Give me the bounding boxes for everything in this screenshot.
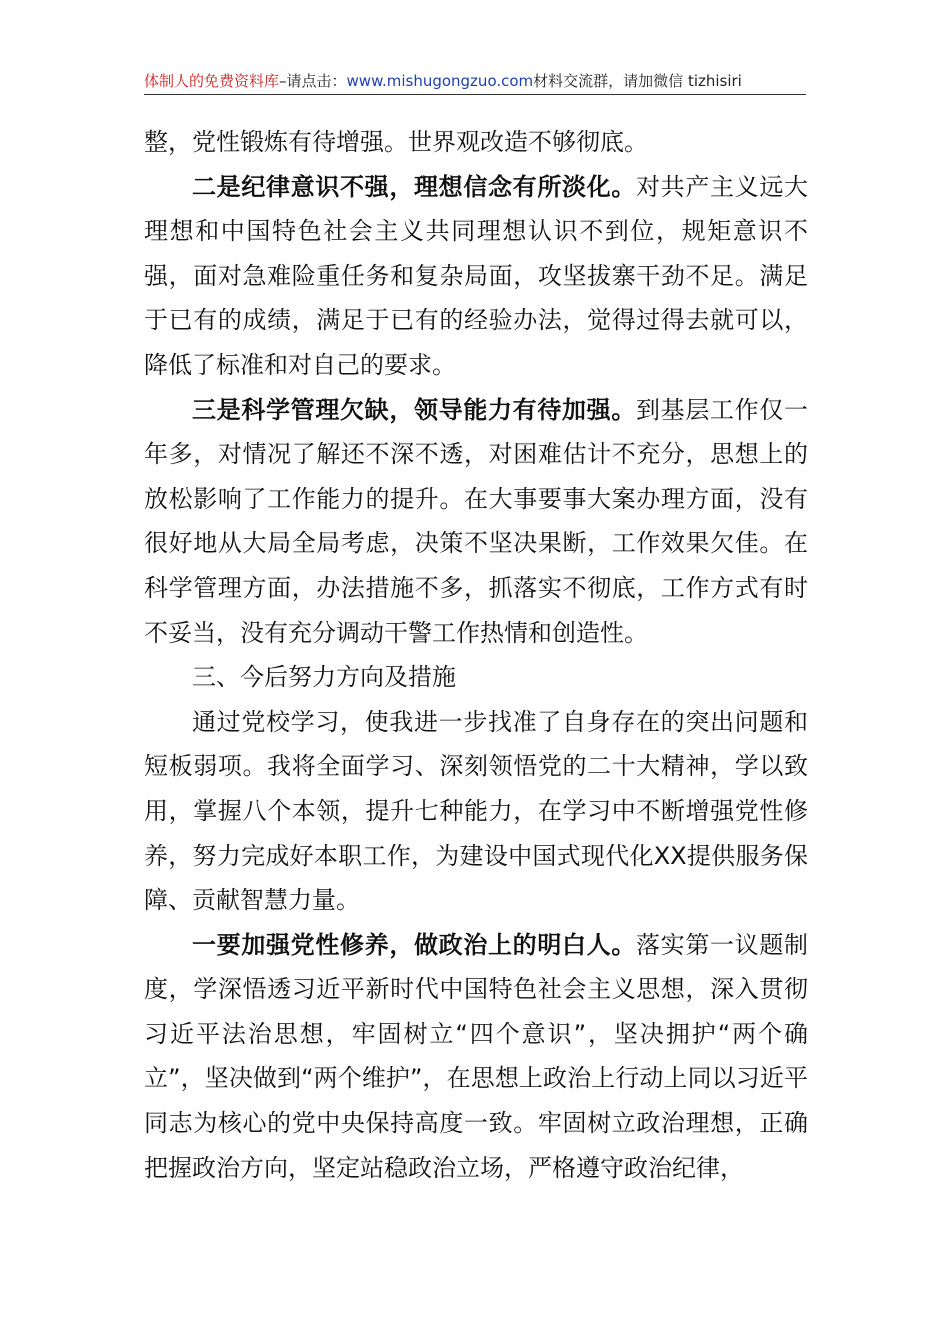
paragraph-lead: 一要加强党性修养，做政治上的明白人。 [192,930,636,959]
header-separator: –请点击： [279,72,347,90]
paragraph-lead: 二是纪律意识不强，理想信念有所淡化。 [192,172,636,201]
document-body [144,120,808,1190]
paragraph-lead: 三是科学管理欠缺，领导能力有待加强。 [192,395,636,424]
section-heading-text: 三、今后努力方向及措施 [192,663,456,692]
paragraph-text: 通过党校学习，使我进一步找准了自身存在的突出问题和短板弱项。我将全面学习、深刻领悟党的二十大精神，学以致用，掌握八个本领，提升七种能力，在学习中不断增强党性修养，努力完成好本职工作，为建设中国式现代化XX提供服务保障、贡献智慧力量。 [144,707,808,915]
page-header [144,70,806,95]
paragraph-text: 到基层工作仅一年多，对情况了解还不深不透，对困难估计不充分，思想上的放松影响了工作能力的提升。在大事要事大案办理方面，没有很好地从大局全局考虑，决策不坚决果断，工作效果欠佳。在科学管理方面，办法措施不多，抓落实不彻底，工作方式有时不妥当，没有充分调动干警工作热情和创造性。 [144,395,808,647]
header-contact: 材料交流群，请加微信 tizhisiri [533,72,742,90]
paragraph-study [144,700,808,923]
header-brand: 体制人的免费资料库 [144,72,280,90]
paragraph-management [144,388,808,656]
paragraph-party-spirit [144,923,808,1191]
paragraph-text: 对共产主义远大理想和中国特色社会主义共同理想认识不到位，规矩意识不强，面对急难险重任务和复杂局面，攻坚拔寨干劲不足。满足于已有的成绩，满足于已有的经验办法，觉得过得去就可以，降低了标准和对自己的要求。 [144,172,808,379]
paragraph-continuation [144,120,808,165]
header-link[interactable]: www.mishugongzuo.com [346,72,534,90]
paragraph-text: 整，党性锻炼有待增强。世界观改造不够彻底。 [144,128,648,156]
paragraph-discipline [144,165,808,388]
section-heading [144,655,808,700]
paragraph-text: 落实第一议题制度，学深悟透习近平新时代中国特色社会主义思想，深入贯彻习近平法治思想，牢固树立“四个意识”，坚决拥护“两个确立”，坚决做到“两个维护”，在思想上政治上行动上同以习近平同志为核心的党中央保持高度一致。牢固树立政治理想，正确把握政治方向，坚定站稳政治立场，严格遵守政治纪律， [144,930,808,1182]
